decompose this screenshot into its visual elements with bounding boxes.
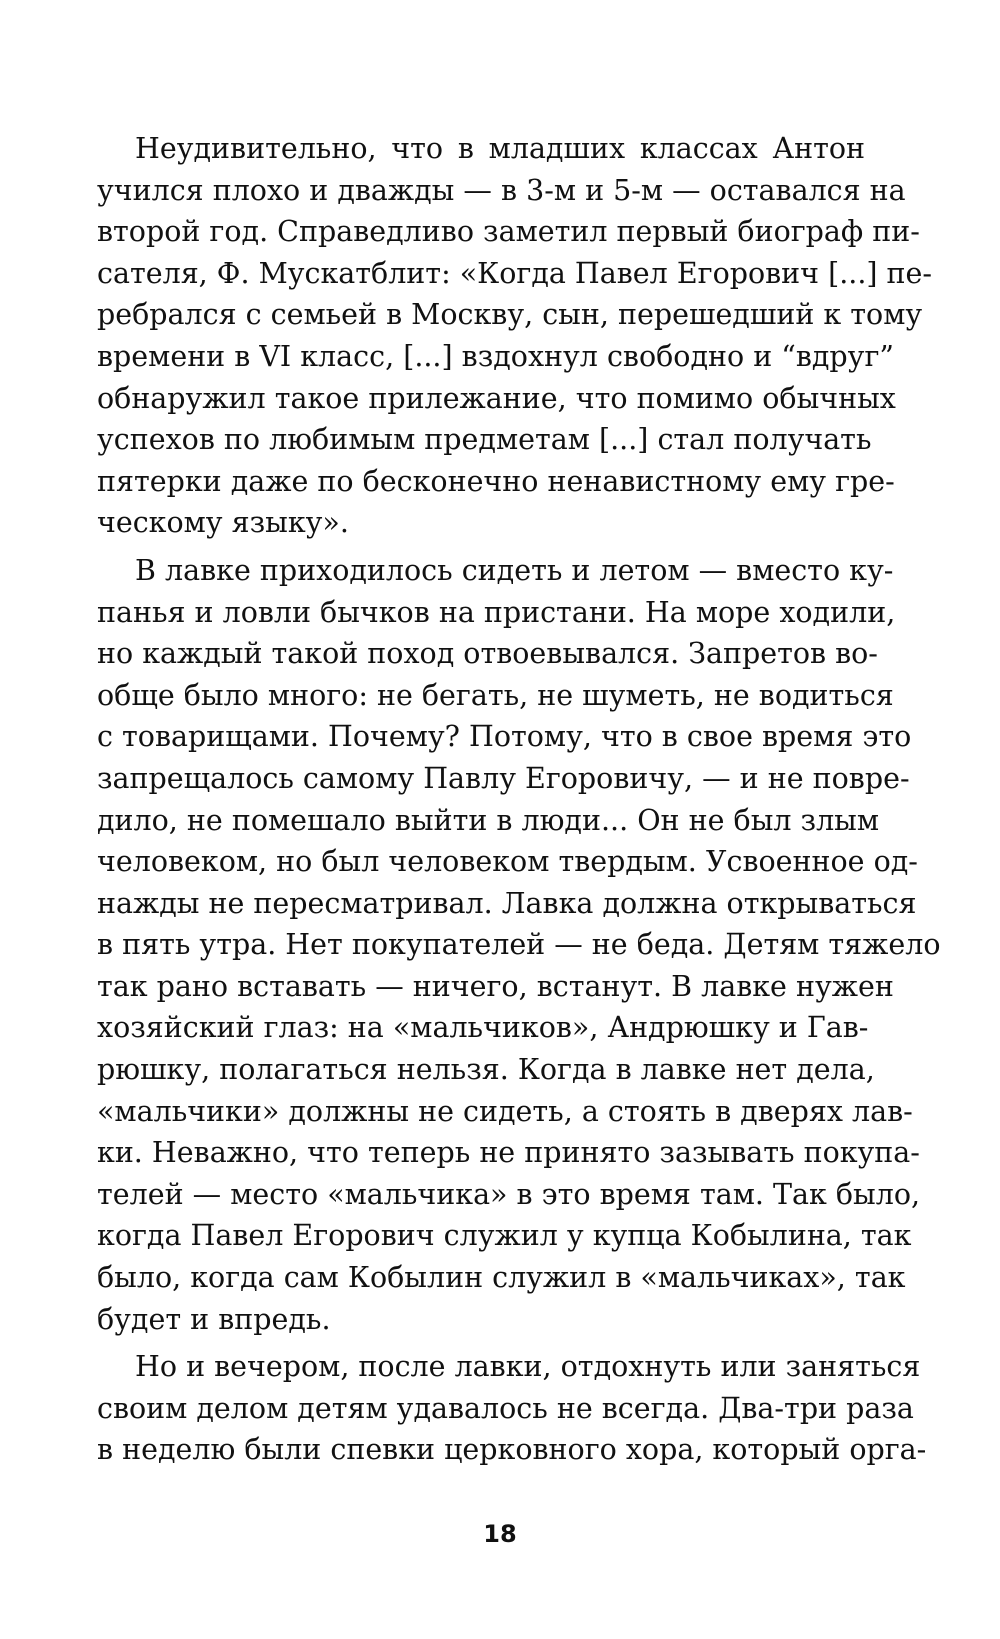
body-text xyxy=(97,128,941,1471)
text-line: будет и впредь. xyxy=(97,1302,331,1336)
text-line: дило, не помешало выйти в люди... Он не был злым xyxy=(97,803,880,837)
text-line: пятерки даже по бесконечно ненавистному ему гре- xyxy=(97,464,895,498)
text-line: рюшку, полагаться нельзя. Когда в лавке нет дела, xyxy=(97,1053,875,1087)
text-line: В лавке приходилось сидеть и летом — вместо ку- xyxy=(135,553,894,587)
text-line: успехов по любимым предметам [...] стал получать xyxy=(97,423,872,457)
text-line: сателя, Ф. Мускатблит: «Когда Павел Егорович [...] пе- xyxy=(97,256,933,290)
text-line: второй год. Справедливо заметил первый биограф пи- xyxy=(97,215,920,249)
text-line: было, когда сам Кобылин служил в «мальчиках», так xyxy=(97,1261,906,1295)
text-line: обще было много: не бегать, не шуметь, не водиться xyxy=(97,678,894,712)
text-line: Неудивительно, что в младших классах Антон xyxy=(135,132,865,165)
text-line: хозяйский глаз: на «мальчиков», Андрюшку и Гав- xyxy=(97,1011,869,1045)
text-line: человеком, но был человеком твердым. Усвоенное од- xyxy=(97,845,918,879)
text-line: когда Павел Егорович служил у купца Кобылина, так xyxy=(97,1219,912,1253)
text-line: панья и ловли бычков на пристани. На море ходили, xyxy=(97,595,896,629)
text-line: так рано вставать — ничего, встанут. В лавке нужен xyxy=(97,969,894,1003)
text-line: в неделю были спевки церковного хора, который орга- xyxy=(97,1433,927,1467)
text-line: в пять утра. Нет покупателей — не беда. Детям тяжело xyxy=(97,928,941,962)
text-line: нажды не пересматривал. Лавка должна открываться xyxy=(97,886,917,920)
text-line: «мальчики» должны не сидеть, а стоять в дверях лав- xyxy=(97,1094,913,1128)
text-line: обнаружил такое прилежание, что помимо обычных xyxy=(97,381,896,415)
text-line: но каждый такой поход отвоевывался. Запретов во- xyxy=(97,637,878,671)
text-line: своим делом детям удавалось не всегда. Два-три раза xyxy=(97,1391,914,1425)
text-line: ки. Неважно, что теперь не принято зазывать покупа- xyxy=(97,1136,920,1170)
text-line: запрещалось самому Павлу Егоровичу, — и не повре- xyxy=(97,761,910,795)
text-line: ребрался с семьей в Москву, сын, перешедший к тому xyxy=(97,298,923,332)
paragraph-3 xyxy=(97,1346,927,1471)
text-line: времени в VI класс, [...] вздохнул свободно и “вдруг” xyxy=(97,339,894,373)
page-number: 18 xyxy=(483,1520,517,1548)
paragraph-2 xyxy=(97,550,941,1340)
text-line: Но и вечером, после лавки, отдохнуть или заняться xyxy=(135,1350,921,1384)
text-line: телей — место «мальчика» в это время там. Так было, xyxy=(97,1177,921,1211)
text-line: ческому языку». xyxy=(97,506,349,540)
text-line: с товарищами. Почему? Потому, что в свое время это xyxy=(97,720,912,754)
text-line: учился плохо и дважды — в 3-м и 5-м — оставался на xyxy=(97,173,906,207)
paragraph-1 xyxy=(97,128,933,544)
